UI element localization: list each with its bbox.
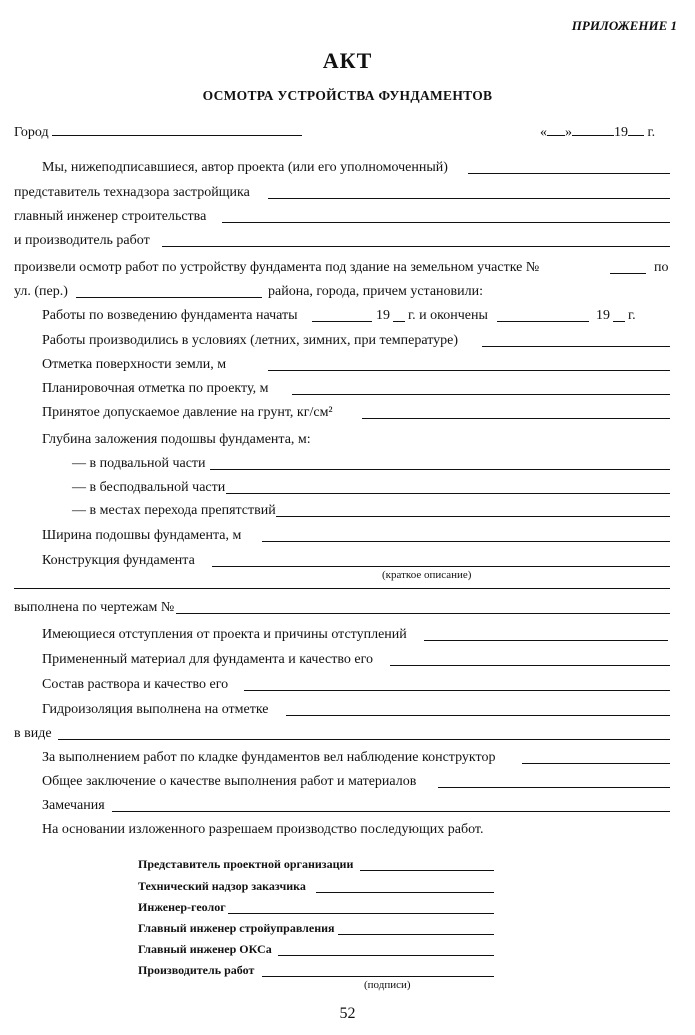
plot-number-field[interactable]: [610, 273, 646, 274]
construction-field-2[interactable]: [14, 588, 670, 589]
conclusion-label: Общее заключение о качестве выполнения работ и материалов: [42, 774, 417, 789]
sig-design-org-label: Представитель проектной организации: [138, 857, 354, 871]
sig-chief-oks-field[interactable]: [278, 955, 494, 956]
conclusion-field[interactable]: [438, 787, 670, 788]
remarks-label: Замечания: [42, 798, 105, 813]
start-year-prefix: 19: [376, 308, 390, 323]
supervision-field[interactable]: [522, 763, 670, 764]
city-row: [14, 122, 302, 141]
sig-works-manager-label: Производитель работ: [138, 963, 255, 977]
page-number: 52: [339, 1005, 356, 1022]
drawings-label: выполнена по чертежам №: [14, 600, 175, 615]
member-author-row: [42, 160, 448, 176]
city-label: Город: [14, 125, 49, 140]
member-chief-field[interactable]: [222, 222, 670, 223]
sig-chief-oks-label: Главный инженер ОКСа: [138, 942, 272, 956]
mortar-field[interactable]: [244, 690, 670, 691]
document-subtitle: ОСМОТРА УСТРОЙСТВА ФУНДАМЕНТОВ: [202, 88, 493, 103]
inspection-po: по: [654, 260, 669, 275]
no-basement-field[interactable]: [226, 493, 670, 494]
in-form-field[interactable]: [58, 739, 670, 740]
member-supervision-row: [14, 185, 250, 201]
pressure-label: Принятое допускаемое давление на грунт, кг/см²: [42, 405, 333, 420]
waterproof-label: Гидроизоляция выполнена на отметке: [42, 702, 269, 717]
district-label: района, города, причем установили:: [268, 284, 484, 299]
ground-mark-field[interactable]: [268, 370, 670, 371]
member-manager-label: и производитель работ: [14, 233, 150, 248]
member-chief-label: главный инженер строительства: [14, 209, 207, 224]
ground-mark-label: Отметка поверхности земли, м: [42, 357, 227, 372]
material-field[interactable]: [390, 665, 670, 666]
no-basement-label: — в бесподвальной части: [72, 480, 226, 495]
year-field[interactable]: [628, 122, 644, 136]
member-chief-row: [14, 209, 206, 225]
member-author-label: Мы, нижеподписавшиеся, автор проекта (или его уполномоченный): [42, 160, 448, 175]
year-suffix: г.: [647, 125, 656, 140]
width-field[interactable]: [262, 541, 670, 542]
in-form-label: в виде: [14, 726, 52, 741]
sig-works-manager-field[interactable]: [262, 976, 494, 977]
sig-chief-dept-label: Главный инженер стройуправления: [138, 921, 335, 935]
basement-label: — в подвальной части: [72, 456, 206, 471]
sig-geologist-label: Инженер-геолог: [138, 900, 226, 914]
supervision-label: За выполнением работ по кладке фундаментов вел наблюдение конструктор: [42, 750, 496, 765]
inspection-row-1: [14, 260, 539, 276]
end-date-field[interactable]: [497, 321, 589, 322]
basement-field[interactable]: [210, 469, 670, 470]
waterproof-field[interactable]: [286, 715, 670, 716]
date-quote-open: «: [540, 125, 547, 140]
end-year-prefix: 19: [596, 308, 610, 323]
sig-geologist-field[interactable]: [228, 913, 494, 914]
width-label: Ширина подошвы фундамента, м: [42, 528, 242, 543]
month-field[interactable]: [572, 122, 614, 136]
plan-mark-label: Планировочная отметка по проекту, м: [42, 381, 269, 396]
permit-text: На основании изложенного разрешаем производство последующих работ.: [42, 822, 484, 837]
depth-label: Глубина заложения подошвы фундамента, м:: [42, 432, 311, 447]
start-year-field[interactable]: [393, 321, 405, 322]
deviations-label: Имеющиеся отступления от проекта и причины отступлений: [42, 627, 407, 642]
date-row: [540, 122, 655, 141]
short-description-caption: (краткое описание): [382, 569, 472, 581]
deviations-field[interactable]: [424, 640, 668, 641]
sig-chief-dept-field[interactable]: [338, 934, 494, 935]
works-ended-label: г. и окончены: [408, 308, 488, 323]
member-supervision-label: представитель технадзора застройщика: [14, 185, 250, 200]
start-date-field[interactable]: [312, 321, 372, 322]
works-started-label: Работы по возведению фундамента начаты: [42, 308, 298, 323]
sig-tech-supervision-field[interactable]: [316, 892, 494, 893]
appendix-label: ПРИЛОЖЕНИЕ 1: [571, 18, 677, 33]
member-supervision-field[interactable]: [268, 198, 670, 199]
construction-field[interactable]: [212, 566, 670, 567]
date-quote-close: »: [565, 125, 572, 140]
remarks-field[interactable]: [112, 811, 670, 812]
sig-design-org-field[interactable]: [360, 870, 494, 871]
sig-tech-supervision-label: Технический надзор заказчика: [138, 879, 306, 893]
inspection-text: произвели осмотр работ по устройству фундамента под здание на земельном участке №: [14, 260, 540, 275]
pressure-field[interactable]: [362, 418, 670, 419]
obstacles-label: — в местах перехода препятствий: [72, 503, 276, 518]
conditions-label: Работы производились в условиях (летних, зимних, при температуре): [42, 333, 459, 348]
member-author-field[interactable]: [468, 173, 670, 174]
street-field[interactable]: [76, 297, 262, 298]
member-manager-field[interactable]: [162, 246, 670, 247]
signatures-caption: (подписи): [364, 979, 411, 991]
drawings-field[interactable]: [176, 613, 670, 614]
year-prefix: 19: [614, 125, 628, 140]
day-field[interactable]: [547, 122, 565, 136]
obstacles-field[interactable]: [276, 516, 670, 517]
city-field[interactable]: [52, 122, 302, 136]
plan-mark-field[interactable]: [292, 394, 670, 395]
street-label: ул. (пер.): [14, 284, 68, 299]
mortar-label: Состав раствора и качество его: [42, 677, 229, 692]
member-manager-row: [14, 233, 150, 249]
material-label: Примененный материал для фундамента и качество его: [42, 652, 373, 667]
end-year-suffix: г.: [628, 308, 636, 323]
document-title: АКТ: [322, 48, 373, 73]
end-year-field[interactable]: [613, 321, 625, 322]
construction-label: Конструкция фундамента: [42, 553, 195, 568]
conditions-field[interactable]: [482, 346, 670, 347]
